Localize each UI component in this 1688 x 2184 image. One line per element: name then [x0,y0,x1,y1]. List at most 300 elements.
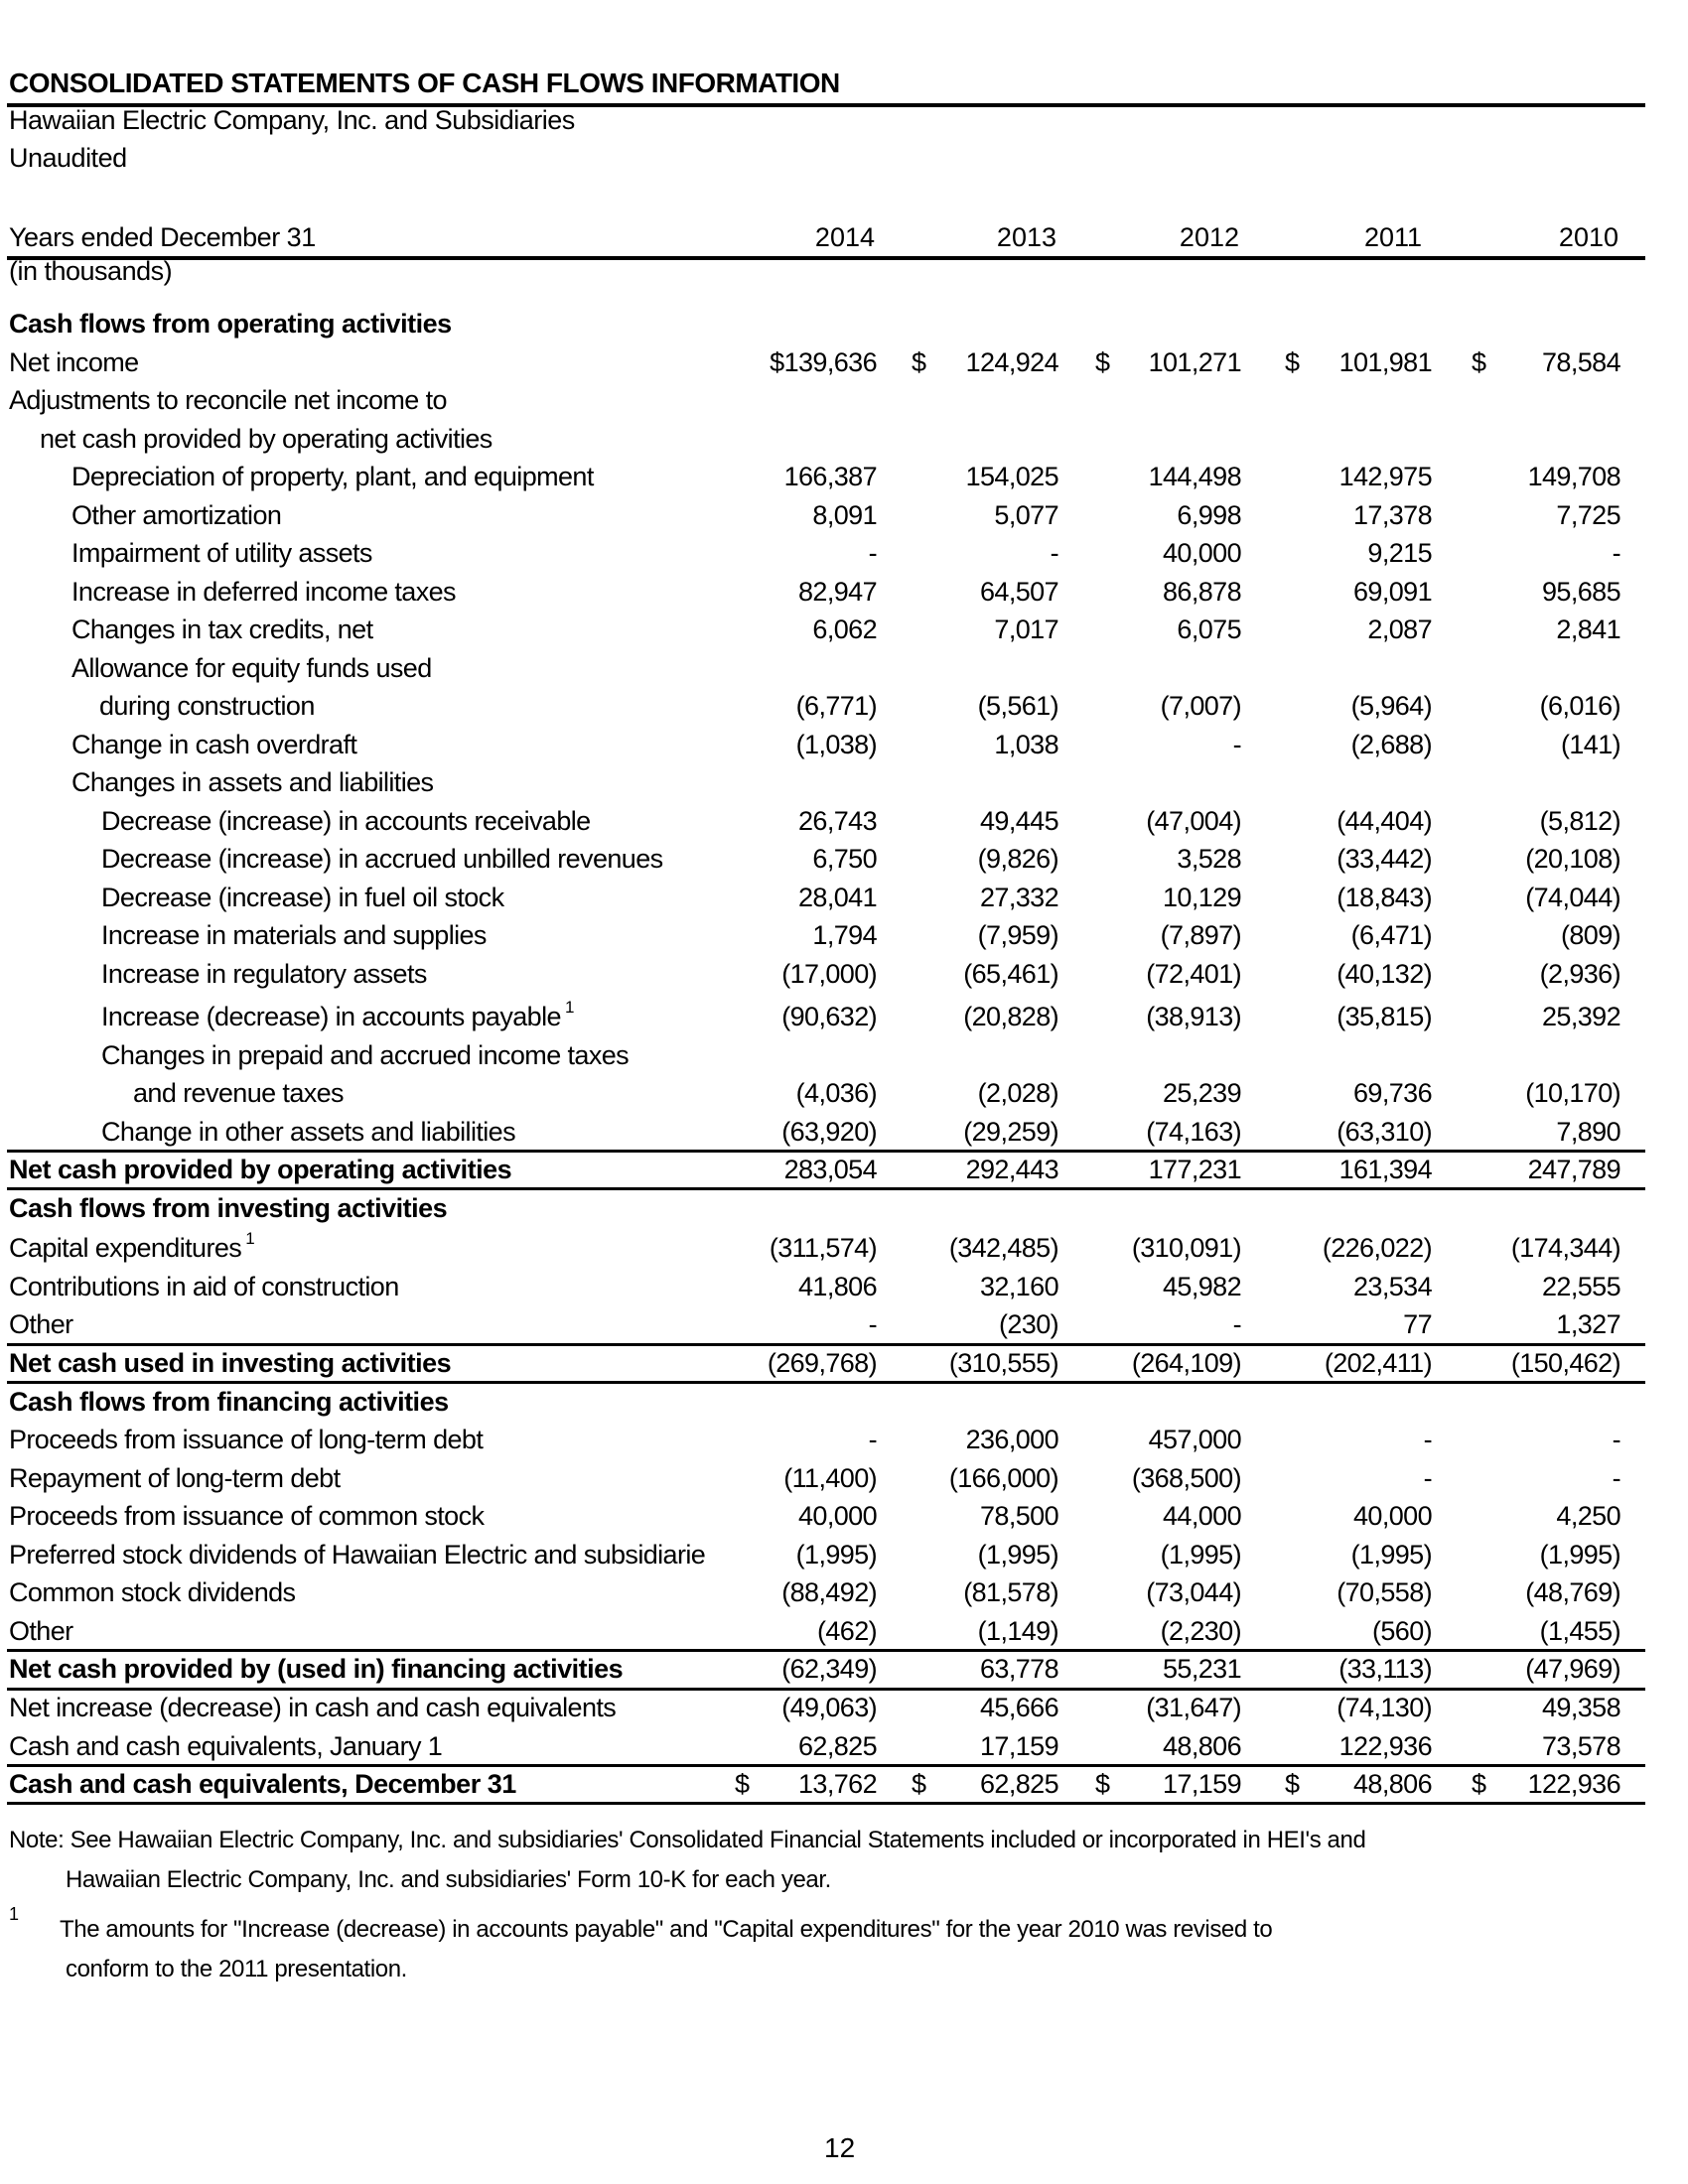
page-number: 12 [824,2132,856,2163]
statement-title: CONSOLIDATED STATEMENTS OF CASH FLOWS INFORMATION [9,68,840,98]
value-cell: 64,507 [980,577,1058,607]
audit-status: Unaudited [9,143,127,173]
row-label-text: Decrease (increase) in fuel oil stock [101,883,504,912]
row-label [9,1463,340,1494]
table-row [0,1305,1688,1343]
value-cell: (90,632) [781,1002,877,1031]
value-cell: (368,500) [1131,1463,1241,1493]
value-cell: (1,455) [1539,1616,1620,1646]
table-row [0,1459,1688,1497]
table-row [0,1151,1688,1188]
value-cell: (6,771) [795,691,877,721]
row-label [9,1348,451,1379]
row-label-text: Net cash provided by (used in) financing activities [9,1654,624,1684]
year-header: 2013 [996,222,1056,252]
header-rule [7,256,1645,260]
currency-symbol: $ [1472,1769,1487,1799]
value-cell: 144,498 [1148,462,1241,491]
row-label [101,1117,515,1148]
value-cell: (33,113) [1338,1654,1432,1684]
value-cell: (7,007) [1160,691,1241,721]
table-row [0,916,1688,954]
value-cell: 6,998 [1177,500,1241,530]
row-label [99,691,315,722]
row-label-text: Repayment of long-term debt [9,1463,341,1493]
value-cell: 10,129 [1163,883,1241,912]
value-cell: 8,091 [812,500,877,530]
value-cell: 7,725 [1556,500,1620,530]
value-cell: 6,062 [812,614,877,644]
value-cell: 32,160 [980,1272,1058,1301]
value-cell: 101,271 [1148,347,1241,377]
value-cell: (17,000) [781,959,877,989]
value-cell: (269,768) [767,1348,877,1378]
table-row [0,1074,1688,1112]
row-label-text: Proceeds from issuance of long-term debt [9,1425,484,1454]
value-cell: 17,159 [1163,1769,1241,1799]
row-label [9,1425,483,1455]
table-rule [7,1649,1645,1652]
value-cell: (81,578) [963,1577,1058,1607]
value-cell: 41,806 [798,1272,877,1301]
value-cell: 62,825 [980,1769,1058,1799]
value-cell: (1,995) [977,1540,1058,1570]
value-cell: 27,332 [980,883,1058,912]
table-row [0,1036,1688,1074]
row-label-text: Impairment of utility assets [71,538,372,568]
value-cell: (70,558) [1336,1577,1432,1607]
currency-symbol: $ [912,347,927,377]
value-cell: 62,825 [798,1731,877,1761]
row-label [9,1540,705,1570]
row-label-text: Changes in tax credits, net [71,614,373,644]
row-label [101,844,663,875]
table-row [0,802,1688,840]
value-cell: $139,636 [770,347,877,377]
table-row [0,343,1688,381]
value-cell: 292,443 [965,1155,1058,1184]
value-cell: - [1612,1463,1620,1493]
footnote-reference: 1 [241,1229,255,1248]
table-row [0,687,1688,725]
value-cell: 161,394 [1338,1155,1432,1184]
value-cell: 26,743 [798,806,877,836]
value-cell: 5,077 [994,500,1058,530]
row-label-text: Net increase (decrease) in cash and cash equivalents [9,1693,617,1722]
value-cell: 1,038 [994,730,1058,759]
value-cell: (47,969) [1525,1654,1620,1684]
row-label-text: Change in other assets and liabilities [101,1117,515,1147]
value-cell: (2,688) [1350,730,1432,759]
row-label [9,1654,623,1685]
table-row [0,1497,1688,1535]
value-cell: (74,044) [1525,883,1620,912]
table-row [0,381,1688,419]
row-label [71,538,372,569]
value-cell: 124,924 [965,347,1058,377]
value-cell: (1,995) [795,1540,877,1570]
table-row [0,649,1688,687]
value-cell: (311,574) [769,1233,877,1263]
value-cell: 122,936 [1338,1731,1432,1761]
value-cell: (1,995) [1350,1540,1432,1570]
row-label-text: Proceeds from issuance of common stock [9,1501,485,1531]
table-rule [7,1764,1645,1767]
row-label-text: Cash and cash equivalents, December 31 [9,1769,516,1799]
value-cell: (1,149) [977,1616,1058,1646]
row-label [9,1387,449,1418]
value-cell: (7,897) [1160,920,1241,950]
table-row [0,611,1688,648]
value-cell: (44,404) [1336,806,1432,836]
row-label-text: Net cash used in investing activities [9,1348,452,1378]
value-cell: 45,666 [980,1693,1058,1722]
value-cell: (62,349) [781,1654,877,1684]
value-cell: 283,054 [783,1155,877,1184]
section-heading-row [0,305,1688,342]
value-cell: 45,982 [1163,1272,1241,1301]
value-cell: 25,239 [1163,1078,1241,1108]
table-row [0,1573,1688,1611]
row-label [101,883,503,913]
row-label-text: Other [9,1309,73,1339]
table-row [0,879,1688,916]
row-label-text: Preferred stock dividends of Hawaiian Electric and subsidiarie [9,1540,706,1570]
value-cell: 1,327 [1556,1309,1620,1339]
value-cell: (1,038) [795,730,877,759]
value-cell: 3,528 [1177,844,1241,874]
value-cell: (5,561) [977,691,1058,721]
table-row [0,1727,1688,1765]
value-cell: (230) [998,1309,1058,1339]
value-cell: 69,736 [1353,1078,1432,1108]
value-cell: (74,130) [1336,1693,1432,1722]
currency-symbol: $ [912,1769,927,1799]
value-cell: (5,964) [1350,691,1432,721]
value-cell: (63,310) [1336,1117,1432,1147]
row-label-text: Cash and cash equivalents, January 1 [9,1731,443,1761]
table-row [0,1650,1688,1688]
value-cell: 17,378 [1353,500,1432,530]
table-row [0,1344,1688,1382]
table-row [0,1689,1688,1726]
value-cell: (202,411) [1324,1348,1432,1378]
value-cell: (38,913) [1146,1002,1241,1031]
value-cell: 23,534 [1353,1272,1432,1301]
value-cell: (166,000) [948,1463,1058,1493]
row-label [71,614,372,645]
value-cell: (264,109) [1131,1348,1241,1378]
row-label-text: Changes in assets and liabilities [71,767,434,797]
value-cell: (2,028) [977,1078,1058,1108]
value-cell: 82,947 [798,577,877,607]
value-cell: - [1232,730,1241,759]
row-label [9,1193,447,1224]
value-cell: 7,017 [994,614,1058,644]
value-cell: (310,091) [1131,1233,1241,1263]
value-cell: (48,769) [1525,1577,1620,1607]
years-ended-label: Years ended December 31 [9,222,316,252]
value-cell: 13,762 [798,1769,877,1799]
row-label-text: Increase in deferred income taxes [71,577,456,607]
value-cell: (809) [1560,920,1620,950]
units-label: (in thousands) [9,256,173,286]
value-cell: (5,812) [1539,806,1620,836]
table-row [0,1421,1688,1458]
value-cell: (2,936) [1539,959,1620,989]
value-cell: (63,920) [781,1117,877,1147]
table-row [0,763,1688,801]
section-heading-row [0,1189,1688,1227]
value-cell: (29,259) [963,1117,1058,1147]
value-cell: (35,815) [1336,1002,1432,1031]
value-cell: - [1423,1463,1432,1493]
row-label [9,1731,442,1762]
value-cell: 25,392 [1542,1002,1620,1031]
value-cell: (10,170) [1525,1078,1620,1108]
value-cell: (1,995) [1160,1540,1241,1570]
table-row [0,955,1688,993]
row-label-text: Net income [9,347,139,377]
year-header: 2014 [814,222,875,252]
row-label-text: Increase in materials and supplies [101,920,487,950]
value-cell: (141) [1560,730,1620,759]
value-cell: 78,500 [980,1501,1058,1531]
value-cell: - [868,1425,877,1454]
row-label [101,998,574,1032]
row-label [9,385,447,416]
value-cell: (342,485) [948,1233,1058,1263]
table-rule [7,1150,1645,1153]
value-cell: (226,022) [1322,1233,1432,1263]
table-row [0,1229,1688,1267]
row-label-text: Decrease (increase) in accrued unbilled revenues [101,844,663,874]
row-label-text: Increase (decrease) in accounts payable [101,1002,561,1031]
value-cell: 149,708 [1527,462,1620,491]
value-cell: 86,878 [1163,577,1241,607]
footnote-line: The amounts for "Increase (decrease) in accounts payable" and "Capital expenditures" for the year 2010 was revised to [60,1916,1273,1943]
table-row [0,534,1688,572]
currency-symbol: $ [735,1769,751,1799]
value-cell: (74,163) [1146,1117,1241,1147]
row-label-text: Decrease (increase) in accounts receivable [101,806,591,836]
value-cell: 40,000 [798,1501,877,1531]
value-cell: 40,000 [1353,1501,1432,1531]
table-row [0,1268,1688,1305]
value-cell: (174,344) [1510,1233,1620,1263]
value-cell: 2,087 [1367,614,1432,644]
value-cell: 1,794 [812,920,877,950]
row-label-text: Other amortization [71,500,282,530]
value-cell: 40,000 [1163,538,1241,568]
currency-symbol: $ [1285,347,1301,377]
currency-symbol: $ [1472,347,1487,377]
value-cell: 9,215 [1367,538,1432,568]
table-row [0,1612,1688,1650]
value-cell: - [1232,1309,1241,1339]
row-label [40,424,492,455]
value-cell: (31,647) [1146,1693,1241,1722]
row-label [133,1078,344,1109]
value-cell: 6,075 [1177,614,1241,644]
value-cell: 4,250 [1556,1501,1620,1531]
year-header: 2012 [1179,222,1239,252]
value-cell: (4,036) [795,1078,877,1108]
row-label-text: Adjustments to reconcile net income to [9,385,447,415]
value-cell: 142,975 [1338,462,1432,491]
value-cell: - [1612,1425,1620,1454]
row-label [101,806,591,837]
row-label-text: Contributions in aid of construction [9,1272,399,1301]
row-label [9,1616,73,1647]
value-cell: 2,841 [1556,614,1620,644]
value-cell: (9,826) [977,844,1058,874]
value-cell: 55,231 [1163,1654,1241,1684]
value-cell: (20,108) [1525,844,1620,874]
row-label [9,1272,399,1302]
value-cell: (6,016) [1539,691,1620,721]
value-cell: 78,584 [1542,347,1620,377]
value-cell: - [868,538,877,568]
row-label-text: Allowance for equity funds used [71,653,432,683]
value-cell: (73,044) [1146,1577,1241,1607]
value-cell: 247,789 [1527,1155,1620,1184]
row-label-text: net cash provided by operating activities [40,424,492,454]
value-cell: 177,231 [1148,1155,1241,1184]
row-label [71,767,433,798]
value-cell: 48,806 [1163,1731,1241,1761]
table-row [0,1536,1688,1573]
table-row [0,573,1688,611]
value-cell: (49,063) [781,1693,877,1722]
value-cell: (65,461) [963,959,1058,989]
row-label-text: Depreciation of property, plant, and equipment [71,462,594,491]
currency-symbol: $ [1095,1769,1111,1799]
table-rule [7,1343,1645,1346]
table-row [0,840,1688,878]
row-label [101,1040,629,1071]
row-label [9,1693,616,1723]
value-cell: 101,981 [1338,347,1432,377]
row-label [71,500,281,531]
footnote-reference: 1 [560,998,574,1017]
value-cell: 28,041 [798,883,877,912]
table-rule [7,1688,1645,1691]
row-label [101,959,427,990]
row-label [9,347,139,378]
value-cell: 63,778 [980,1654,1058,1684]
year-header: 2011 [1363,222,1422,252]
row-label-text: during construction [99,691,315,721]
row-label [9,1501,484,1532]
value-cell: 44,000 [1163,1501,1241,1531]
value-cell: (11,400) [783,1463,877,1493]
table-row [0,1765,1688,1803]
row-label-text: Change in cash overdraft [71,730,357,759]
value-cell: 154,025 [965,462,1058,491]
value-cell: 49,358 [1542,1693,1620,1722]
row-label-text: Other [9,1616,73,1646]
value-cell: (7,959) [977,920,1058,950]
value-cell: 77 [1403,1309,1432,1339]
table-row [0,420,1688,458]
currency-symbol: $ [1285,1769,1301,1799]
row-label-text: and revenue taxes [133,1078,344,1108]
value-cell: (18,843) [1336,883,1432,912]
row-label [9,1769,516,1800]
row-label-text: Capital expenditures [9,1233,242,1263]
value-cell: (88,492) [781,1577,877,1607]
note-line: Hawaiian Electric Company, Inc. and subsidiaries' Form 10-K for each year. [66,1866,831,1893]
value-cell: (33,442) [1336,844,1432,874]
row-label-text: Net cash provided by operating activities [9,1155,512,1184]
table-row [0,458,1688,495]
value-cell: (1,995) [1539,1540,1620,1570]
table-row [0,726,1688,763]
footnote-line: conform to the 2011 presentation. [66,1956,407,1982]
row-label [71,730,356,760]
table-rule [7,1802,1645,1805]
value-cell: 17,159 [980,1731,1058,1761]
value-cell: - [1612,538,1620,568]
value-cell: 122,936 [1527,1769,1620,1799]
table-row [0,998,1688,1035]
value-cell: - [868,1309,877,1339]
row-label-text: Common stock dividends [9,1577,296,1607]
value-cell: (150,462) [1510,1348,1620,1378]
value-cell: 73,578 [1542,1731,1620,1761]
table-row [0,1113,1688,1151]
value-cell: 69,091 [1353,577,1432,607]
row-label-text: Cash flows from operating activities [9,309,452,339]
value-cell: (40,132) [1336,959,1432,989]
row-label-text: Increase in regulatory assets [101,959,427,989]
value-cell: 22,555 [1542,1272,1620,1301]
value-cell: 6,750 [812,844,877,874]
value-cell: (310,555) [948,1348,1058,1378]
row-label [9,1309,73,1340]
value-cell: 236,000 [965,1425,1058,1454]
value-cell: (560) [1371,1616,1432,1646]
row-label [71,577,456,608]
value-cell: - [1423,1425,1432,1454]
currency-symbol: $ [1095,347,1111,377]
value-cell: 49,445 [980,806,1058,836]
value-cell: (47,004) [1146,806,1241,836]
value-cell: 7,890 [1556,1117,1620,1147]
value-cell: 457,000 [1148,1425,1241,1454]
row-label-text: Cash flows from investing activities [9,1193,448,1223]
row-label [101,920,487,951]
footnote-marker: 1 [9,1904,19,1924]
value-cell: 95,685 [1542,577,1620,607]
value-cell: - [1050,538,1058,568]
value-cell: 48,806 [1353,1769,1432,1799]
table-row [0,496,1688,534]
value-cell: (20,828) [963,1002,1058,1031]
row-label [9,1229,255,1264]
company-name: Hawaiian Electric Company, Inc. and Subsidiaries [9,105,575,135]
value-cell: (6,471) [1350,920,1432,950]
row-label [9,1155,511,1185]
row-label [71,653,432,684]
value-cell: 166,387 [783,462,877,491]
note-line: Note: See Hawaiian Electric Company, Inc. and subsidiaries' Consolidated Financial Statements included or incorporated in HEI's and [9,1827,1366,1853]
row-label-text: Cash flows from financing activities [9,1387,449,1417]
section-heading-row [0,1383,1688,1421]
row-label [9,1577,295,1608]
row-label-text: Changes in prepaid and accrued income taxes [101,1040,630,1070]
